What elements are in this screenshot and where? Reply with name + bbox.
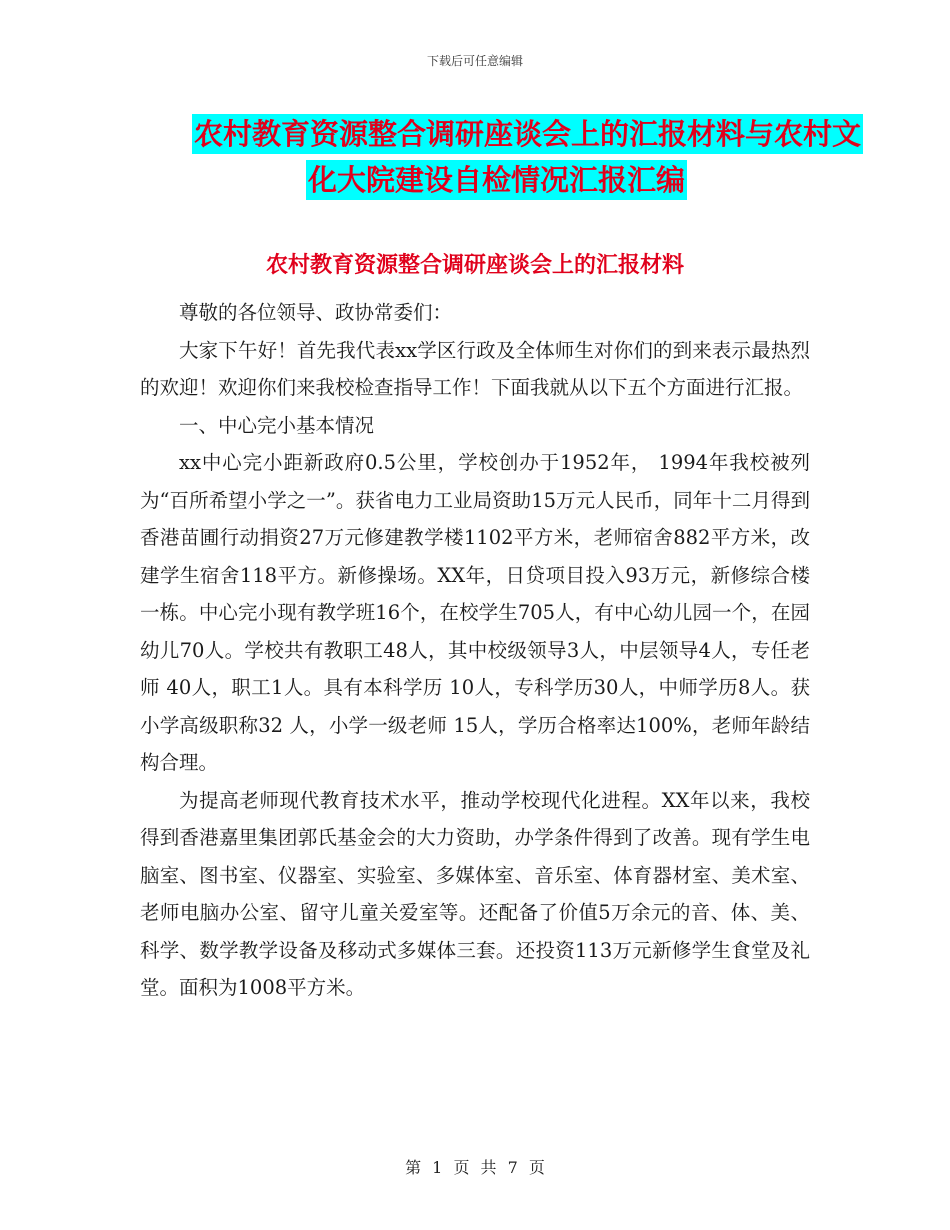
paragraph-greeting: 大家下午好！首先我代表xx学区行政及全体师生对你们的到来表示最热烈的欢迎！欢迎你们来我校检查指导工作！下面我就从以下五个方面进行汇报。 xyxy=(140,338,810,399)
paragraph-salutation: 尊敬的各位领导、政协常委们： xyxy=(179,301,453,324)
document-title-line-1: 农村教育资源整合调研座谈会上的汇报材料与农村文 xyxy=(192,114,863,154)
paragraph-facilities: 为提高老师现代教育技术水平，推动学校现代化进程。XX年以来，我校得到香港嘉里集团郭氏基金会的大力资助，办学条件得到了改善。现有学生电脑室、图书室、仪器室、实验室、多媒体室、音乐室、体育器材室、美术室、老师电脑办公室、留守儿童关爱室等。还配备了价值5万余元的音、体、美、科学、数学教学设备及移动式多媒体三套。还投资113万元新修学生食堂及礼堂。面积为1008平方米。 xyxy=(140,788,810,999)
document-body xyxy=(140,294,810,1007)
paragraph-school-overview: xx中心完小距新政府0.5公里，学校创办于1952年， 1994年我校被列为“百所希望小学之一”。获省电力工业局资助15万元人民币，同年十二月得到香港苗圃行动捐资27万元修建教学楼1102平方米，老师宿舍882平方米，改建学生宿舍118平方。新修操场。XX年，日贷项目投入93万元，新修综合楼一栋。中心完小现有教学班16个，在校学生705人，有中心幼儿园一个，在园幼儿70人。学校共有教职工48人，其中校级领导3人，中层领导4人，专任老师 40人，职工1人。具有本科学历 10人，专科学历30人，中师学历8人。获小学高级职称32 人，小学一级老师 15人，学历合格率达100%，老师年龄结构合理。 xyxy=(140,451,810,774)
document-title-line-2: 化大院建设自检情况汇报汇编 xyxy=(306,160,687,200)
page-header-note: 下载后可任意编辑 xyxy=(426,54,523,68)
section-title: 农村教育资源整合调研座谈会上的汇报材料 xyxy=(265,253,684,278)
paragraph-heading-1: 一、中心完小基本情况 xyxy=(179,413,375,437)
page-number-footer: 第 1 页 共 7 页 xyxy=(405,1158,545,1177)
